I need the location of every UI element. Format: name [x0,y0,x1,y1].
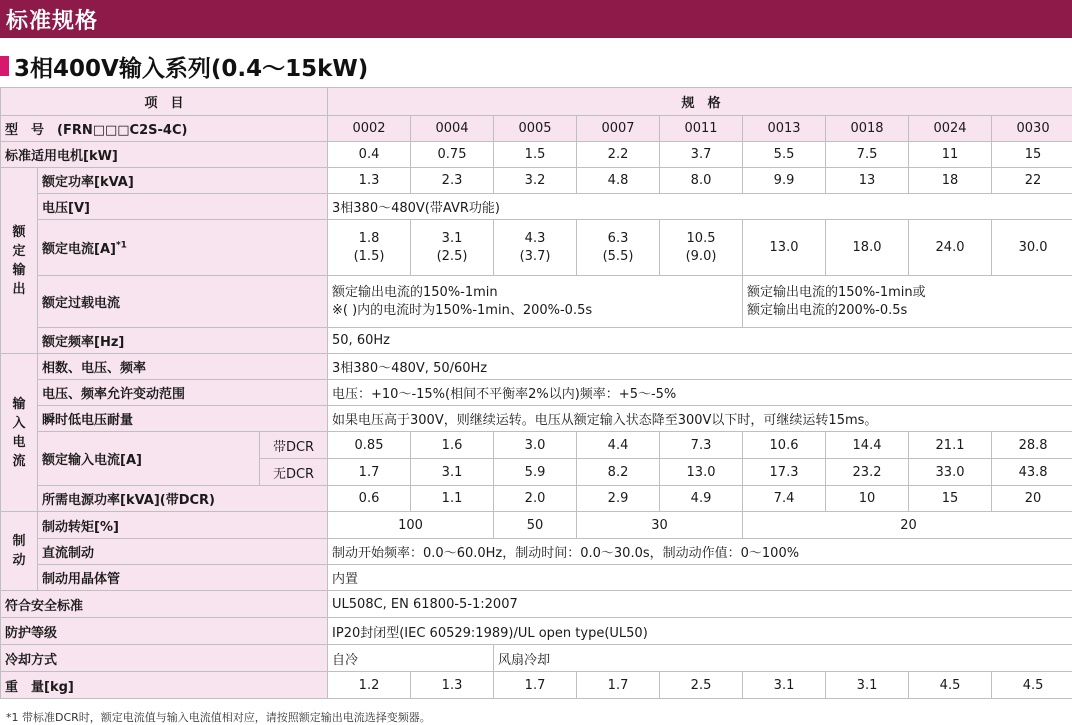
braking-torque-cell: 100 [328,512,494,539]
motor-cell: 0.75 [411,142,494,168]
without-dcr-cell: 33.0 [909,459,992,486]
required-capacity-cell: 4.9 [660,486,743,512]
required-capacity-cell: 0.6 [328,486,411,512]
required-capacity-label: 所需电源功率[kVA](带DCR) [38,486,328,512]
spec-table [0,87,1072,699]
model-cell: 0013 [743,116,826,142]
rated-current-row [1,220,1072,276]
cooling-fan: 风扇冷却 [494,645,1072,672]
model-cell: 0002 [328,116,411,142]
input-power-group: 输 入 电 流 [1,354,38,512]
motor-cell: 7.5 [826,142,909,168]
model-row [1,116,1072,142]
with-dcr-cell: 28.8 [992,432,1072,459]
required-capacity-row [1,486,1072,512]
overload-label: 额定过载电流 [38,276,328,328]
phase-row [1,354,1072,380]
without-dcr-cell: 5.9 [494,459,577,486]
input-current-label: 额定输入电流[A] [38,432,260,486]
capacity-cell: 3.2 [494,168,577,194]
rated-current-cell [660,220,743,276]
model-cell: 0024 [909,116,992,142]
rated-current-cell [411,220,494,276]
with-dcr-cell: 7.3 [660,432,743,459]
with-dcr-cell: 0.85 [328,432,411,459]
without-dcr-cell: 3.1 [411,459,494,486]
safety-value: UL508C, EN 61800-5-1:2007 [328,591,1072,618]
braking-transistor-value: 内置 [328,565,1072,591]
frequency-label: 额定频率[Hz] [38,328,328,354]
rated-output-group: 额 定 输 出 [1,168,38,354]
capacity-label: 额定功率[kVA] [38,168,328,194]
braking-torque-row [1,512,1072,539]
required-capacity-cell: 10 [826,486,909,512]
safety-label: 符合安全标准 [1,591,328,618]
capacity-cell: 4.8 [577,168,660,194]
capacity-cell: 8.0 [660,168,743,194]
banner-title: 标准规格 [6,4,98,35]
model-cell: 0005 [494,116,577,142]
motor-cell: 15 [992,142,1072,168]
weight-cell: 2.5 [660,672,743,699]
current-paren: (9.0) [686,249,717,264]
motor-cell: 1.5 [494,142,577,168]
footnote: *1 带标准DCR时，额定电流值与输入电流值相对应，请按照额定输出电流选择变频器。 [6,709,431,725]
braking-torque-cell: 50 [494,512,577,539]
overload-row [1,276,1072,328]
with-dcr-cell: 1.6 [411,432,494,459]
footnote-ref: *1 [116,241,127,251]
current-main: 10.5 [687,231,716,246]
current-main: 6.3 [608,231,629,246]
enclosure-value: IP20封闭型(IEC 60529:1989)/UL open type(UL50) [328,618,1072,645]
motor-cell: 0.4 [328,142,411,168]
without-dcr-cell: 1.7 [328,459,411,486]
series-title: 3相400V输入系列(0.4～15kW) [14,50,368,83]
current-main: 3.1 [442,231,463,246]
required-capacity-cell: 7.4 [743,486,826,512]
motor-cell: 5.5 [743,142,826,168]
without-dcr-cell: 8.2 [577,459,660,486]
safety-row [1,591,1072,618]
braking-torque-cell: 20 [743,512,1072,539]
frequency-row [1,328,1072,354]
voltage-row [1,194,1072,220]
with-dcr-cell: 21.1 [909,432,992,459]
with-dcr-cell: 10.6 [743,432,826,459]
dc-braking-row [1,539,1072,565]
rated-current-text: 额定电流[A] [42,242,116,257]
weight-cell: 1.2 [328,672,411,699]
weight-cell: 3.1 [826,672,909,699]
overload-a2: ※( )内的电流时为150%-1min、200%-0.5s [332,303,592,318]
motor-cell: 3.7 [660,142,743,168]
capacity-cell: 18 [909,168,992,194]
rated-current-cell: 13.0 [743,220,826,276]
rated-current-cell [328,220,411,276]
overload-b1: 额定输出电流的150%-1min或 [747,285,926,300]
col-item-header: 项 目 [1,88,328,116]
dip-row [1,406,1072,432]
without-dcr-cell: 23.2 [826,459,909,486]
capacity-cell: 9.9 [743,168,826,194]
with-dcr-cell: 3.0 [494,432,577,459]
phase-value: 3相380～480V, 50/60Hz [328,354,1072,380]
model-cell: 0004 [411,116,494,142]
weight-cell: 4.5 [909,672,992,699]
voltage-value: 3相380～480V(带AVR功能) [328,194,1072,220]
braking-torque-cell: 30 [577,512,743,539]
overload-value-b [743,276,1072,328]
weight-cell: 3.1 [743,672,826,699]
overload-a1: 额定输出电流的150%-1min [332,285,498,300]
model-cell: 0011 [660,116,743,142]
braking-group: 制 动 [1,512,38,591]
model-label: 型 号 (FRN□□□C2S-4C) [1,116,328,142]
with-dcr-row [1,432,1072,459]
cooling-row [1,645,1072,672]
current-paren: (3.7) [520,249,551,264]
weight-cell: 1.7 [494,672,577,699]
variation-value: 电压：+10～-15%(相间不平衡率2%以内)频率：+5～-5% [328,380,1072,406]
dc-braking-label: 直流制动 [38,539,328,565]
frequency-value: 50, 60Hz [328,328,1072,354]
rated-current-cell: 24.0 [909,220,992,276]
section-banner [0,0,1072,38]
rated-current-cell: 30.0 [992,220,1072,276]
rated-current-cell: 18.0 [826,220,909,276]
rated-current-label [38,220,328,276]
voltage-label: 电压[V] [38,194,328,220]
variation-row [1,380,1072,406]
without-dcr-cell: 17.3 [743,459,826,486]
dip-label: 瞬时低电压耐量 [38,406,328,432]
braking-torque-label: 制动转矩[%] [38,512,328,539]
capacity-cell: 1.3 [328,168,411,194]
without-dcr-cell: 43.8 [992,459,1072,486]
motor-cell: 11 [909,142,992,168]
overload-b2: 额定输出电流的200%-0.5s [747,303,907,318]
weight-row [1,672,1072,699]
capacity-row [1,168,1072,194]
model-cell: 0030 [992,116,1072,142]
braking-transistor-row [1,565,1072,591]
cooling-label: 冷却方式 [1,645,328,672]
current-paren: (5.5) [603,249,634,264]
model-cell: 0007 [577,116,660,142]
required-capacity-cell: 2.9 [577,486,660,512]
without-dcr-cell: 13.0 [660,459,743,486]
without-dcr-label: 无DCR [260,459,328,486]
required-capacity-cell: 2.0 [494,486,577,512]
with-dcr-cell: 4.4 [577,432,660,459]
with-dcr-cell: 14.4 [826,432,909,459]
current-main: 1.8 [359,231,380,246]
phase-label: 相数、电压、频率 [38,354,328,380]
required-capacity-cell: 15 [909,486,992,512]
capacity-cell: 13 [826,168,909,194]
capacity-cell: 22 [992,168,1072,194]
dc-braking-value: 制动开始频率：0.0～60.0Hz，制动时间：0.0～30.0s，制动动作值：0～100% [328,539,1072,565]
enclosure-row [1,618,1072,645]
motor-row [1,142,1072,168]
required-capacity-cell: 20 [992,486,1072,512]
heading-marker [0,56,9,76]
enclosure-label: 防护等级 [1,618,328,645]
weight-cell: 4.5 [992,672,1072,699]
weight-label: 重 量[kg] [1,672,328,699]
table-header-row [1,88,1072,116]
weight-cell: 1.3 [411,672,494,699]
current-paren: (2.5) [437,249,468,264]
braking-transistor-label: 制动用晶体管 [38,565,328,591]
current-main: 4.3 [525,231,546,246]
required-capacity-cell: 1.1 [411,486,494,512]
rated-current-cell [494,220,577,276]
rated-current-cell [577,220,660,276]
weight-cell: 1.7 [577,672,660,699]
col-spec-header: 规 格 [328,88,1072,116]
variation-label: 电压、频率允许变动范围 [38,380,328,406]
model-cell: 0018 [826,116,909,142]
capacity-cell: 2.3 [411,168,494,194]
with-dcr-label: 带DCR [260,432,328,459]
motor-label: 标准适用电机[kW] [1,142,328,168]
overload-value-a [328,276,743,328]
current-paren: (1.5) [354,249,385,264]
cooling-natural: 自冷 [328,645,494,672]
dip-value: 如果电压高于300V，则继续运转。电压从额定输入状态降至300V以下时，可继续运转15ms。 [328,406,1072,432]
motor-cell: 2.2 [577,142,660,168]
